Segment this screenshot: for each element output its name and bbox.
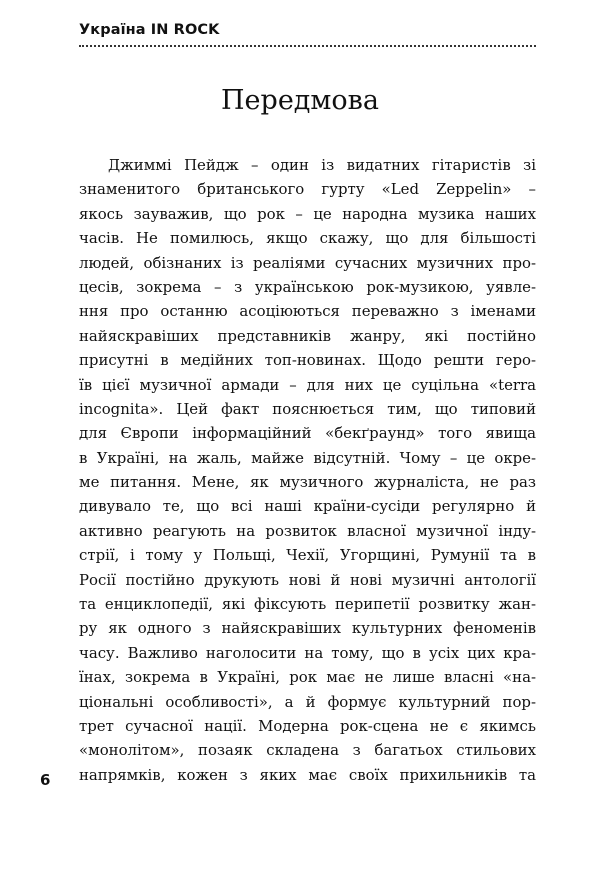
body-line: в Україні, на жаль, майже відсутній. Чому – це окре- (79, 448, 536, 467)
body-line: для Європи інформаційний «бекґраунд» того явища (79, 424, 536, 443)
body-line: ру як одного з найяскравіших культурних феноменів (79, 619, 536, 638)
body-line: Джиммі Пейдж – один із видатних гітаристів зі (108, 156, 536, 174)
running-header-title: Україна IN ROCK (79, 22, 220, 38)
body-line: Росії постійно друкують нові й нові музичні антології (79, 570, 536, 589)
body-text (79, 153, 536, 787)
body-line: напрямків, кожен з яких має своїх прихильників та (79, 765, 536, 784)
body-line: їнах, зокрема в Україні, рок має не лише власні «на- (79, 668, 536, 687)
body-line: та енциклопедії, які фіксують перипетії розвитку жан- (79, 595, 536, 614)
body-line: найяскравіших представників жанру, які постійно (79, 326, 536, 345)
page-number: 6 (40, 771, 51, 789)
body-line: ння про останню асоціюються переважно з іменами (79, 302, 536, 321)
body-line: їв цієї музичної армади – для них це суцільна «terra (79, 375, 536, 394)
body-line: часу. Важливо наголосити на тому, що в усіх цих кра- (79, 643, 536, 662)
body-line: знаменитого британського гурту «Led Zeppelin» – (79, 180, 536, 199)
body-line: incognita». Цей факт пояснюється тим, що типовий (79, 399, 536, 418)
body-line: часів. Не помилюсь, якщо скажу, що для більшості (79, 229, 536, 248)
body-line: цесів, зокрема – з українською рок-музикою, уявле- (79, 277, 536, 296)
body-line: ціональні особливості», а й формує культурний пор- (79, 692, 536, 711)
chapter-title: Передмова (221, 85, 379, 116)
body-line: людей, обізнаних із реаліями сучасних музичних про- (79, 253, 536, 272)
body-line: ме питання. Мене, як музичного журналіста, не раз (79, 473, 536, 492)
header-dotted-rule (79, 45, 536, 47)
body-line: стрії, і тому у Польщі, Чехії, Угорщині, Румунії та в (79, 546, 536, 565)
body-line: активно реагують на розвиток власної музичної інду- (79, 521, 536, 540)
body-line: дивувало те, що всі наші країни-сусіди регулярно й (79, 497, 536, 516)
body-line: «монолітом», позаяк складена з багатьох стильових (79, 741, 536, 760)
body-line: трет сучасної нації. Модерна рок-сцена не є якимсь (79, 716, 536, 735)
body-line: якось зауважив, що рок – це народна музика наших (79, 204, 536, 223)
body-line: присутні в медійних топ-новинах. Щодо решти геро- (79, 351, 536, 370)
